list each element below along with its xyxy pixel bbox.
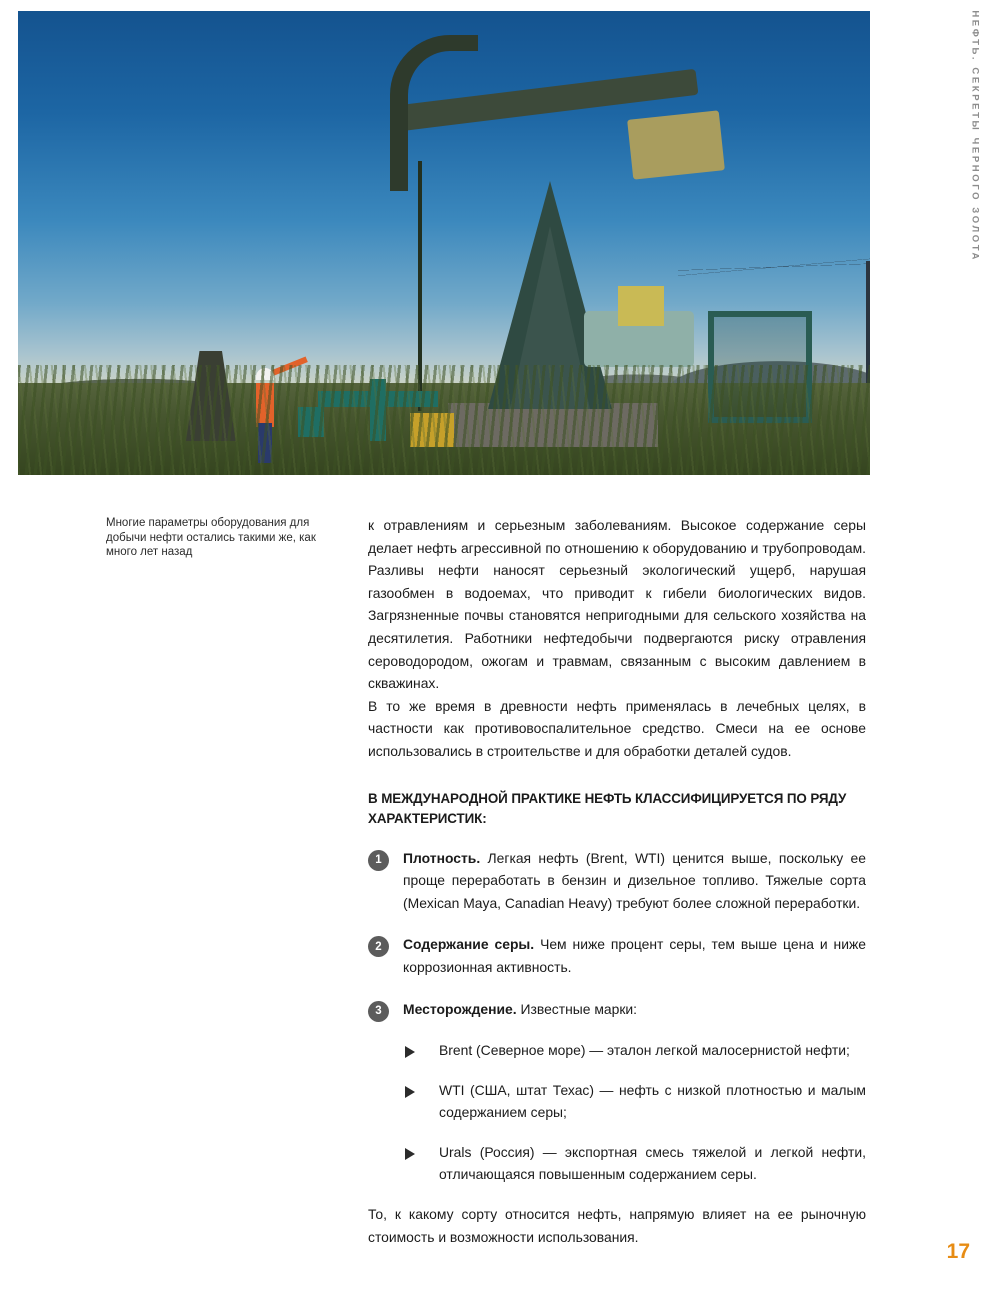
list-item-number: 2 <box>368 936 389 957</box>
oil-brands-list <box>403 1039 866 1186</box>
list-item-lead: Месторождение. <box>403 1000 517 1017</box>
body-paragraph-1: к отравлениям и серьезным заболеваниям. Высокое содержание серы делает нефть агрессивной по отношению к оборудованию и трубопроводам. Разливы нефти наносят серьезный экологический ущерб, нарушая газообмен в водоемах, что приводит к гибели биологических видов. Загрязненные почвы становятся непригодными для сельского хозяйства на десятилетия. Работники нефтедобычи подвергаются риску отравления сероводородом, ожогам и травмам, связанным с высоким давлением в скважинах. <box>368 517 866 692</box>
list-item <box>368 933 866 978</box>
brand-text: Brent (Северное море) — эталон легкой малосернистой нефти; <box>439 1042 850 1059</box>
list-item-number: 1 <box>368 850 389 871</box>
pumpjack-counterweight <box>627 110 725 179</box>
pumpjack-horse-head <box>390 35 478 191</box>
brand-text: WTI (США, штат Техас) — нефть с низкой плотностью и малым содержанием серы; <box>439 1081 866 1121</box>
foreground-grass <box>18 365 870 475</box>
closing-paragraph: То, к какому сорту относится нефть, напрямую влияет на ее рыночную стоимость и возможности использования. <box>368 1206 866 1245</box>
brand-text: Urals (Россия) — экспортная смесь тяжелой и легкой нефти, отличающаяся повышенным содержанием серы. <box>439 1143 866 1183</box>
list-item-lead: Плотность. <box>403 849 481 866</box>
running-head: НЕФТЬ. СЕКРЕТЫ ЧЕРНОГО ЗОЛОТА <box>970 10 981 262</box>
main-text-column <box>368 514 866 1248</box>
list-item-body <box>403 933 866 978</box>
list-item <box>368 998 866 1021</box>
list-item-body <box>403 847 866 915</box>
page-number: 17 <box>946 1240 970 1263</box>
power-lines <box>678 237 870 297</box>
characteristics-list <box>368 847 866 1187</box>
list-item-lead: Содержание серы. <box>403 936 535 953</box>
list-item <box>368 847 866 915</box>
list-item-number: 3 <box>368 1001 389 1022</box>
body-paragraph-2: В то же время в древности нефть применялась в лечебных целях, в частности как противовоспалительное средство. Смеси на ее основе использовались в строительстве и для обработки деталей судов. <box>368 697 866 759</box>
list-item <box>403 1141 866 1186</box>
list-item <box>403 1079 866 1124</box>
list-item-text: Чем ниже процент серы, тем выше цена и ниже коррозионная активность. <box>403 936 867 975</box>
triangle-bullet-icon <box>405 1086 415 1098</box>
list-item-text: Известные марки: <box>516 1000 638 1017</box>
list-item <box>403 1039 866 1062</box>
triangle-bullet-icon <box>405 1148 415 1160</box>
section-subheading: В МЕЖДУНАРОДНОЙ ПРАКТИКЕ НЕФТЬ КЛАССИФИЦИРУЕТСЯ ПО РЯДУ ХАРАКТЕРИСТИК: <box>368 790 847 826</box>
hero-photo <box>18 11 870 475</box>
photo-caption: Многие параметры оборудования для добычи нефти остались такими же, как много лет назад <box>106 517 316 558</box>
list-item-text: Легкая нефть (Brent, WTI) ценится выше, поскольку ее проще переработать в бензин и дизельное топливо. Тяжелые сорта (Mexican Maya, Canadian Heavy) требуют более сложной переработки. <box>403 849 866 911</box>
triangle-bullet-icon <box>405 1046 415 1058</box>
list-item-body <box>403 998 866 1021</box>
pumpjack-cabinet <box>618 286 664 326</box>
